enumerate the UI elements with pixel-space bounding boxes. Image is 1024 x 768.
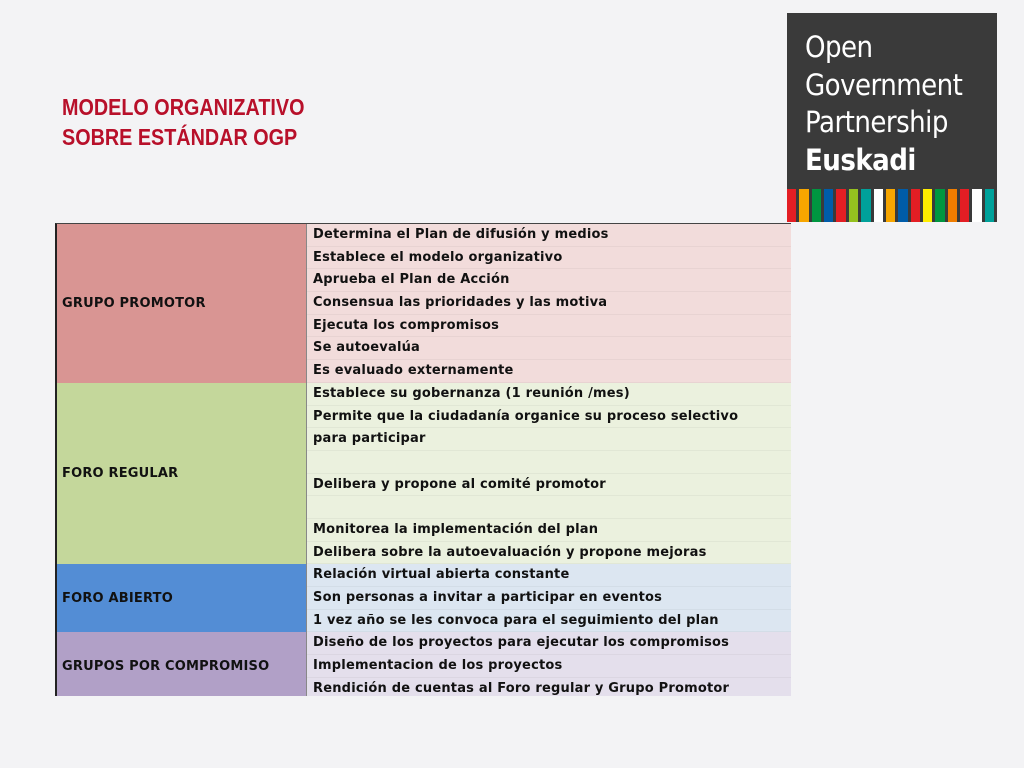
group-rows	[307, 632, 791, 696]
table-row: Determina el Plan de difusión y medios	[307, 224, 791, 247]
table-row: Rendición de cuentas al Foro regular y Grupo Promotor	[307, 678, 791, 696]
slide-title-line-2: SOBRE ESTÁNDAR OGP	[62, 124, 298, 150]
table-row: Ejecuta los compromisos	[307, 315, 791, 338]
table-row: Establece su gobernanza (1 reunión /mes)	[307, 383, 791, 406]
table-row: Aprueba el Plan de Acción	[307, 269, 791, 292]
slide-title	[62, 92, 304, 152]
logo-stripe	[948, 189, 957, 222]
group-label: GRUPOS POR COMPROMISO	[57, 632, 307, 696]
logo-line-open: Open	[805, 30, 873, 64]
organizational-model-table	[55, 223, 791, 696]
group-foro-abierto	[57, 564, 791, 632]
table-row: Delibera y propone al comité promotor	[307, 474, 791, 497]
table-row	[307, 451, 791, 474]
ogp-euskadi-logo	[787, 13, 997, 189]
logo-line-euskadi: Euskadi	[805, 142, 916, 177]
group-rows	[307, 224, 791, 383]
table-row: Establece el modelo organizativo	[307, 247, 791, 270]
logo-stripe	[960, 189, 969, 222]
table-row: Es evaluado externamente	[307, 360, 791, 383]
logo-stripe	[898, 189, 907, 222]
logo-stripe	[972, 189, 981, 222]
group-grupos-por-compromiso	[57, 632, 791, 696]
logo-stripe	[812, 189, 821, 222]
slide-title-line-1: MODELO ORGANIZATIVO	[62, 94, 305, 120]
group-grupo-promotor	[57, 224, 791, 383]
group-rows	[307, 564, 791, 632]
group-foro-regular	[57, 383, 791, 565]
group-label: FORO REGULAR	[57, 383, 307, 565]
logo-stripe	[824, 189, 833, 222]
logo-stripe	[861, 189, 870, 222]
table-row: para participar	[307, 428, 791, 451]
logo-stripe	[886, 189, 895, 222]
logo-text	[805, 29, 962, 179]
logo-line-partnership: Partnership	[805, 105, 948, 139]
logo-stripe	[935, 189, 944, 222]
table-row: Permite que la ciudadanía organice su proceso selectivo	[307, 406, 791, 429]
logo-stripe	[849, 189, 858, 222]
table-row	[307, 496, 791, 519]
table-row: Implementacion de los proyectos	[307, 655, 791, 678]
table-row: Diseño de los proyectos para ejecutar los compromisos	[307, 632, 791, 655]
logo-stripe	[985, 189, 994, 222]
table-row: Consensua las prioridades y las motiva	[307, 292, 791, 315]
table-row: Son personas a invitar a participar en eventos	[307, 587, 791, 610]
group-rows	[307, 383, 791, 565]
table-row: Se autoevalúa	[307, 337, 791, 360]
logo-stripe	[787, 189, 796, 222]
logo-stripe	[911, 189, 920, 222]
logo-color-stripes	[787, 189, 997, 222]
group-label: GRUPO PROMOTOR	[57, 224, 307, 383]
group-label: FORO ABIERTO	[57, 564, 307, 632]
table-row: Delibera sobre la autoevaluación y propone mejoras	[307, 542, 791, 565]
table-row: 1 vez año se les convoca para el seguimiento del plan	[307, 610, 791, 633]
logo-stripe	[874, 189, 883, 222]
table-row: Monitorea la implementación del plan	[307, 519, 791, 542]
logo-line-government: Government	[805, 67, 963, 102]
logo-stripe	[923, 189, 932, 222]
table-row: Relación virtual abierta constante	[307, 564, 791, 587]
logo-stripe	[799, 189, 808, 222]
logo-stripe	[836, 189, 845, 222]
